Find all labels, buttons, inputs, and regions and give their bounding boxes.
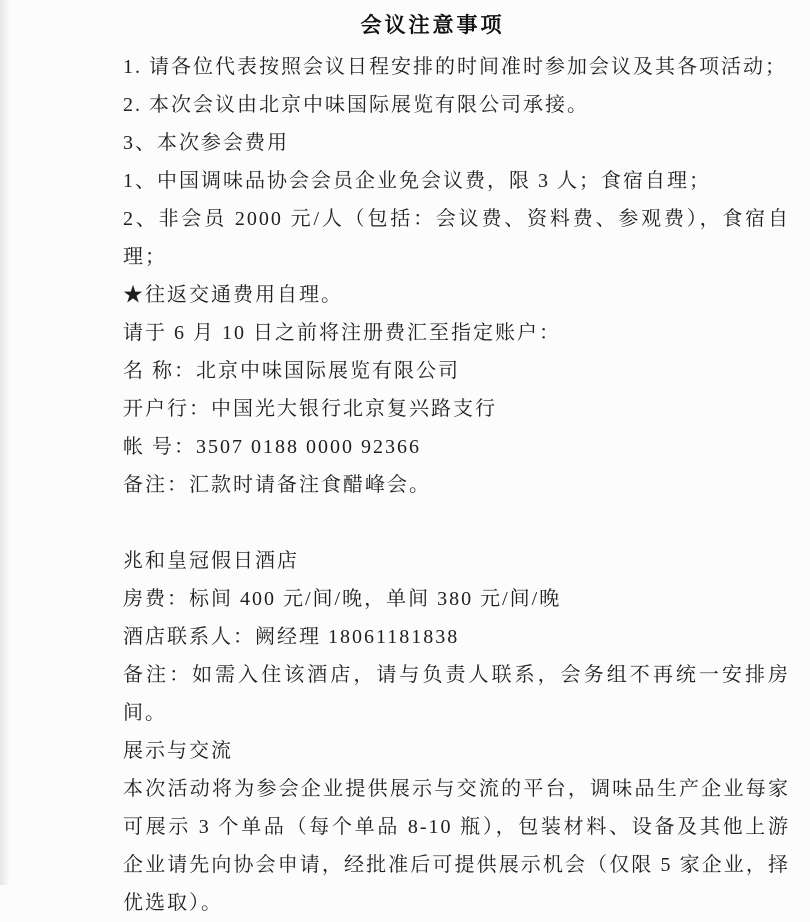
document-line: 1. 请各位代表按照会议日程安排的时间准时参加会议及其各项活动； bbox=[123, 56, 787, 78]
document-line: 备注：汇款时请备注食醋峰会。 bbox=[123, 474, 431, 496]
document-title: 会议注意事项 bbox=[360, 13, 505, 37]
document-line: 开户行：中国光大银行北京复兴路支行 bbox=[123, 398, 497, 420]
document-line: 名 称：北京中味国际展览有限公司 bbox=[123, 360, 460, 382]
document-line: 2. 本次会议由北京中味国际展览有限公司承接。 bbox=[123, 94, 589, 116]
document-line: 酒店联系人：阙经理 18061181838 bbox=[123, 626, 460, 648]
document-line: 帐 号：3507 0188 0000 92366 bbox=[123, 436, 421, 458]
document-line: 备注：如需入住该酒店，请与负责人联系，会务组不再统一安排房间。 bbox=[123, 664, 790, 724]
document-line: 本次活动将为参会企业提供展示与交流的平台，调味品生产企业每家可展示 3 个单品（每个单品 8-10 瓶），包装材料、设备及其他上游企业请先向协会申请，经批准后可提供展示机会（仅限 5 家企业，择优选取）。 bbox=[123, 778, 790, 914]
document-line: 1、中国调味品协会会员企业免会议费，限 3 人；食宿自理； bbox=[123, 170, 711, 192]
document-line: 展示与交流 bbox=[123, 740, 233, 762]
document-line: 3、本次参会费用 bbox=[123, 132, 289, 154]
document-line: 请于 6 月 10 日之前将注册费汇至指定账户： bbox=[123, 322, 561, 344]
document-line: 房费：标间 400 元/间/晚，单间 380 元/间/晚 bbox=[123, 588, 562, 610]
document-line: 兆和皇冠假日酒店 bbox=[123, 550, 299, 572]
document-line: 2、非会员 2000 元/人（包括：会议费、资料费、参观费），食宿自理； bbox=[123, 208, 790, 268]
section-hotel-exhibition bbox=[123, 542, 790, 922]
document-line: ★往返交通费用自理。 bbox=[123, 284, 343, 306]
section-meeting-notes bbox=[123, 48, 790, 504]
